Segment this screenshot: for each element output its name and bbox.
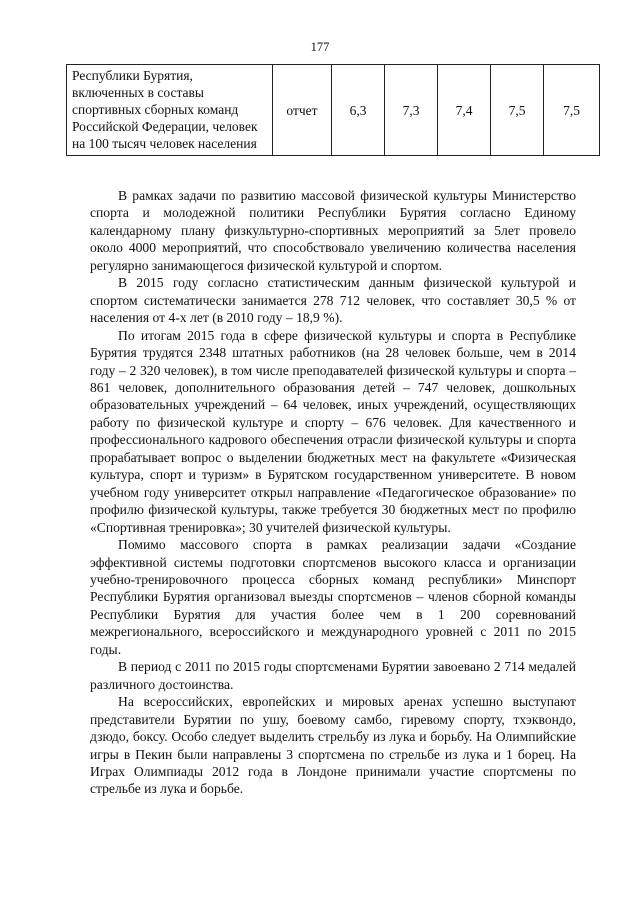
body-text: [90, 187, 576, 798]
value-cell: 7,5: [544, 65, 600, 156]
paragraph: В 2015 году согласно статистическим данным физической культурой и спортом систематически занимается 278 712 человек, что составляет 30,5 % от населения от 4-х лет (в 2010 году – 18,9 %).: [90, 275, 576, 326]
indicator-table: [66, 64, 600, 156]
paragraph: На всероссийских, европейских и мировых аренах успешно выступают представители Бурятии по ушу, боевому самбо, гиревому спорту, тхэквондо, дзюдо, боксу. Особо следует выделить стрельбу из лука и борьбу. На Олимпийские игры в Пекин были направлены 3 спортсмена по стрельбе из лука и 1 борец. На Играх Олимпиады 2012 года в Лондоне принимали участие спортсмены по стрельбе из лука и борьбе.: [90, 694, 576, 797]
table-row: [67, 65, 600, 156]
value-cell: 7,3: [385, 65, 438, 156]
value-cell: 6,3: [332, 65, 385, 156]
paragraph: В период с 2011 по 2015 годы спортсменами Бурятии завоевано 2 714 медалей различного достоинства.: [90, 659, 576, 692]
paragraph: В рамках задачи по развитию массовой физической культуры Министерство спорта и молодежной политики Республики Бурятия согласно Единому календарному плану физкультурно-спортивных мероприятий за 5лет провело около 4000 мероприятий, что способствовало увеличению количества населения регулярно занимающегося физической культурой и спортом.: [90, 188, 576, 273]
value-cell: 7,5: [491, 65, 544, 156]
paragraph: По итогам 2015 года в сфере физической культуры и спорта в Республике Бурятия трудятся 2348 штатных работников (на 28 человек больше, чем в 2014 году – 2 320 человек), в том числе преподавателей физической культуры и спорта – 861 человек, дополнительного образования детей – 747 человек, дошкольных образовательных учреждений – 64 человек, иных учреждений, осуществляющих работу по физической культуре и спорту – 676 человек. Для качественного и профессионального кадрового обеспечения отрасли физической культуры и спорта прорабатывает вопрос о выделении бюджетных мест на факультете «Физическая культура, спорт и туризм» в Бурятском государственном университете. В новом учебном году университет открыл направление «Педагогическое образование» по профилю физической культуры, также требуется 30 бюджетных мест по профилю «Спортивная тренировка»; 30 учителей физической культуры.: [90, 327, 576, 535]
indicator-label-cell: Республики Бурятия, включенных в составы спортивных сборных команд Российской Федерации, человек на 100 тысяч человек населения: [67, 65, 273, 156]
value-cell: 7,4: [438, 65, 491, 156]
page-number: 177: [310, 40, 330, 54]
unit-cell: отчет: [273, 65, 332, 156]
paragraph: Помимо массового спорта в рамках реализации задачи «Создание эффективной системы подготовки спортсменов высокого класса и организации учебно-тренировочного процесса сборных команд республики» Минспорт Республики Бурятия организовал выезды спортсменов – членов сборной команды Республики Бурятия для участия более чем в 1 200 соревнований межрегионального, всероссийского и международного уровней с 2011 по 2015 годы.: [90, 537, 576, 657]
